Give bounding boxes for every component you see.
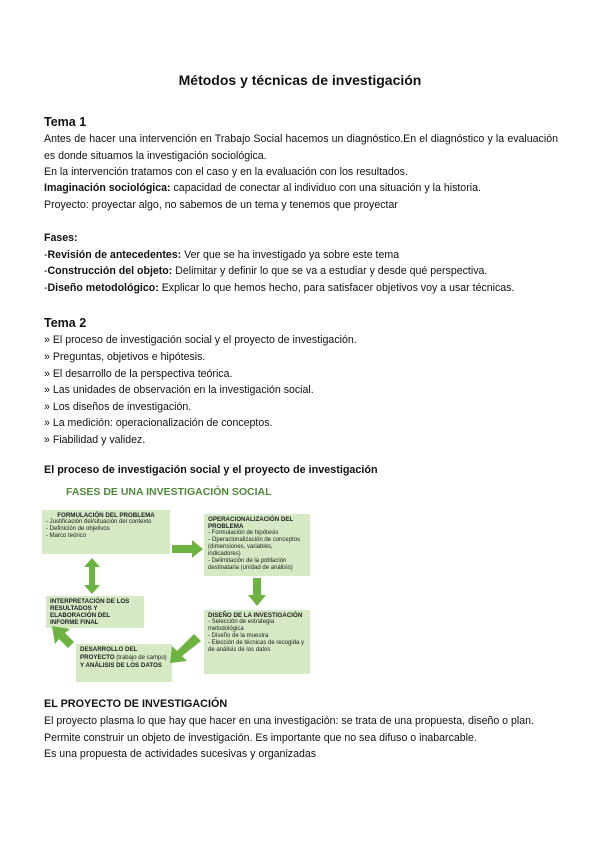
fase-item <box>44 280 558 297</box>
box-line: - Operacionalización de conceptos (dimensiones, variables, indicadores) <box>208 537 301 557</box>
tema2-item: » Los diseños de investigación. <box>44 401 192 413</box>
box-operacionalizacion-title: OPERACIONALIZACIÓN DEL PROBLEMA <box>208 516 294 530</box>
fase-prefix: - <box>44 282 48 294</box>
box-line: - Formulación de hipótesis <box>208 530 279 536</box>
tema1-imaginacion <box>44 180 558 197</box>
arrow-right-icon <box>172 540 204 558</box>
tema1-paragraph: Antes de hacer una intervención en Trabajo Social hacemos un diagnóstico.En el diagnóstico y la evaluación es donde situamos la investigación sociológica. <box>44 133 558 162</box>
proyecto-heading: EL PROYECTO DE INVESTIGACIÓN <box>44 698 228 710</box>
proyecto-line: El proyecto plasma lo que hay que hacer en una investigación: se trata de una propuesta, diseño o plan. <box>44 715 534 727</box>
box-interpretacion-title: INTERPRETACIÓN DE LOS RESULTADOS Y ELABORACIÓN DEL INFORME FINAL <box>50 598 130 626</box>
tema2-item: » Las unidades de observación en la investigación social. <box>44 384 314 396</box>
box-interpretacion <box>46 596 144 628</box>
tema2-item: » El desarrollo de la perspectiva teórica. <box>44 368 233 380</box>
box-line: - Diseño de la muestra <box>208 633 269 639</box>
tema2-item: » El proceso de investigación social y el proyecto de investigación. <box>44 334 357 346</box>
box-formulacion <box>42 510 170 554</box>
box-desarrollo-tail: (trabajo de campo) <box>114 655 167 661</box>
fase-text: Delimitar y definir lo que se va a estudiar y desde qué perspectiva. <box>172 265 488 277</box>
box-diseno-title: DISEÑO DE LA INVESTIGACIÓN <box>208 612 303 619</box>
fase-item <box>44 247 558 264</box>
box-line: - Definición de objetivos <box>46 526 110 532</box>
tema2-item: » La medición: operacionalización de conceptos. <box>44 417 273 429</box>
fases-diagram <box>40 486 310 686</box>
box-line: - Selección de estrategia metodológica <box>208 619 275 632</box>
section-proceso-heading: El proceso de investigación social y el proyecto de investigación <box>44 464 378 476</box>
box-line: - Marco teórico <box>46 533 87 539</box>
arrow-down-icon <box>248 578 266 606</box>
fase-item <box>44 263 558 280</box>
box-line: - Justificación del/situación del contexto <box>46 519 152 525</box>
fase-prefix: - <box>44 249 48 261</box>
fase-prefix: - <box>44 265 48 277</box>
box-desarrollo-title: DESARROLLO DEL PROYECTO <box>80 646 138 661</box>
imaginacion-label: Imaginación sociológica: <box>44 182 171 194</box>
page-title: Métodos y técnicas de investigación <box>178 72 422 88</box>
box-diseno <box>204 610 310 674</box>
fase-label: Revisión de antecedentes: <box>47 249 182 261</box>
proyecto-line: Es una propuesta de actividades sucesivas y organizadas <box>44 748 317 760</box>
imaginacion-text: capacidad de conectar al individuo con una situación y la historia. <box>170 182 481 194</box>
box-line: - Elección de técnicas de recogida y de análisis de los datos <box>208 640 305 653</box>
tema2-item: » Preguntas, objetivos e hipótesis. <box>44 351 206 363</box>
arrow-up-left-icon <box>52 626 74 648</box>
box-desarrollo-title2: Y ANÁLISIS DE LOS DATOS <box>80 662 162 669</box>
box-line: - Delimitación de la población destinataria (unidad de análisis) <box>208 558 293 571</box>
tema1-line-intervencion: En la intervención tratamos con el caso y en la evaluación con los resultados. <box>44 166 408 178</box>
tema1-proyecto: Proyecto: proyectar algo, no sabemos de un tema y tenemos que proyectar <box>44 199 398 211</box>
fase-label: Diseño metodológico: <box>47 282 159 294</box>
arrow-diagonal-icon <box>168 634 202 664</box>
fase-label: Construcción del objeto: <box>47 265 173 277</box>
proyecto-line: Permite construir un objeto de investigación. Es importante que no sea difuso o inabarcable. <box>44 732 477 744</box>
diagram-title: FASES DE UNA INVESTIGACIÓN SOCIAL <box>66 486 272 498</box>
fase-text: Explicar lo que hemos hecho, para satisfacer objetivos voy a usar técnicas. <box>158 282 515 294</box>
arrow-updown-icon <box>84 558 100 594</box>
fases-heading: Fases: <box>44 232 78 244</box>
box-operacionalizacion <box>204 514 310 576</box>
box-desarrollo <box>76 644 172 682</box>
box-formulacion-title: FORMULACIÓN DEL PROBLEMA <box>57 512 155 519</box>
tema2-heading: Tema 2 <box>44 316 87 330</box>
tema2-item: » Fiabilidad y validez. <box>44 434 146 446</box>
tema1-heading: Tema 1 <box>44 115 87 129</box>
fase-text: Ver que se ha investigado ya sobre este tema <box>181 249 400 261</box>
